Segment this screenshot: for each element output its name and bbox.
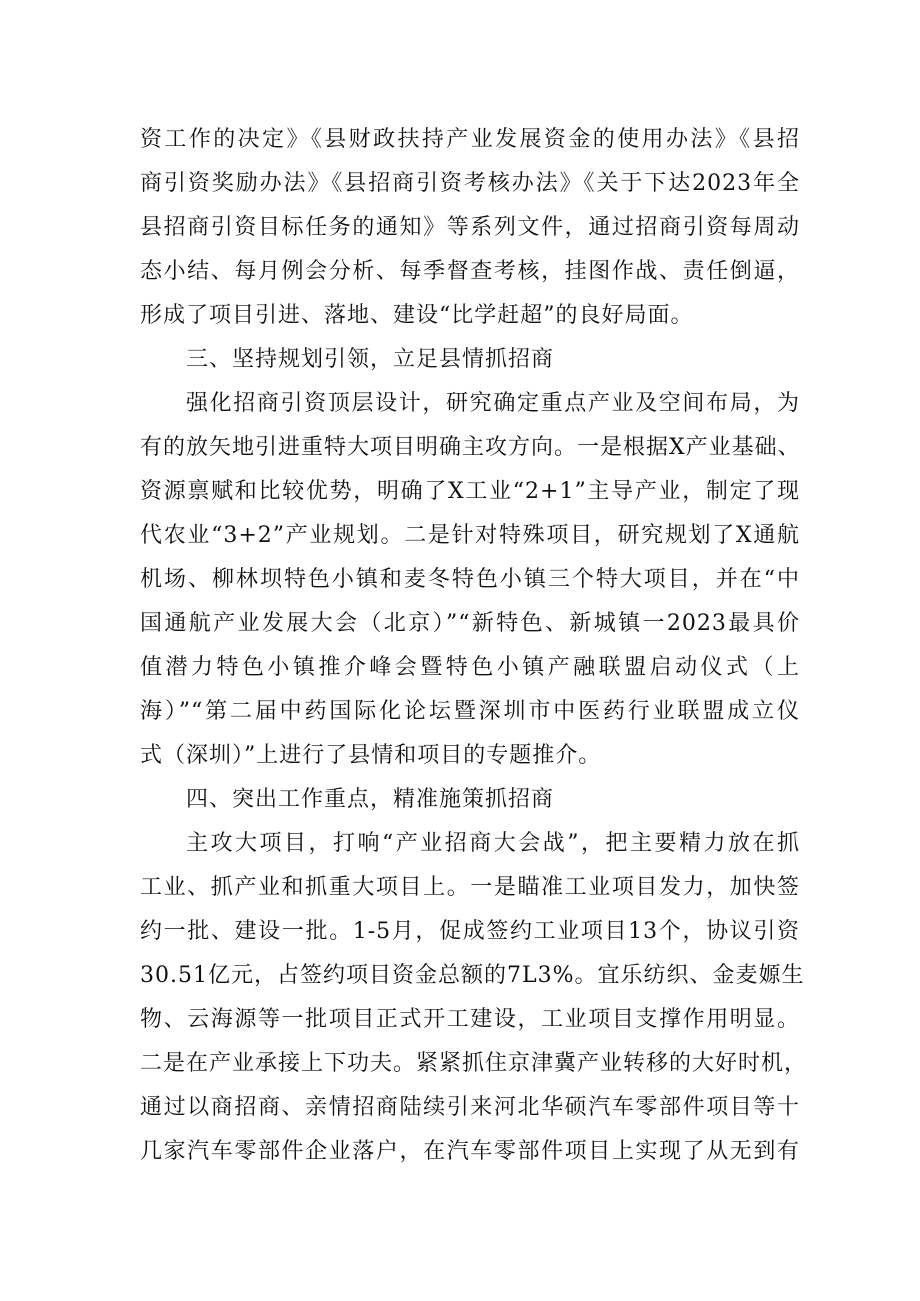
paragraph-line: 通过以商招商、亲情招商陆续引来河北华硕汽车零部件项目等十 [140,1095,800,1120]
paragraph-line: 机场、柳林坝特色小镇和麦冬特色小镇三个特大项目，并在“中 [140,567,800,592]
paragraph-line: 二是在产业承接上下功夫。紧紧抓住京津冀产业转移的大好时机， [140,1051,808,1076]
paragraph-line: 代农业“3+2”产业规划。二是针对特殊项目，研究规划了X通航 [140,523,800,548]
paragraph-line: 约一批、建设一批。1-5月，促成签约工业项目13个，协议引资 [140,919,800,944]
paragraph-line: 值潜力特色小镇推介峰会暨特色小镇产融联盟启动仪式（上 [140,655,800,680]
section-heading: 三、坚持规划引领，立足县情抓招商 [186,347,555,372]
paragraph-line: 有的放矢地引进重特大项目明确主攻方向。一是根据X产业基础、 [140,435,801,460]
section-heading: 四、突出工作重点，精准施策抓招商 [186,787,555,812]
paragraph-line: 县招商引资目标任务的通知》等系列文件，通过招商引资每周动 [140,215,800,240]
paragraph-line: 30.51亿元，占签约项目资金总额的7L3%。宜乐纺织、金麦嫄生 [140,963,805,988]
paragraph-line: 强化招商引资顶层设计，研究确定重点产业及空间布局，为 [186,391,800,416]
paragraph-line: 几家汽车零部件企业落户，在汽车零部件项目上实现了从无到有 [140,1139,800,1164]
paragraph-line: 资工作的决定》《县财政扶持产业发展资金的使用办法》《县招 [140,127,800,152]
paragraph-line: 国通航产业发展大会（北京）”“新特色、新城镇一2023最具价 [140,611,800,636]
paragraph-line: 工业、抓产业和抓重大项目上。一是瞄准工业项目发力，加快签 [140,875,800,900]
document-body [140,118,808,1174]
paragraph-line: 主攻大项目，打响“产业招商大会战”，把主要精力放在抓 [186,831,800,856]
paragraph-line: 形成了项目引进、落地、建设“比学赶超”的良好局面。 [140,303,694,328]
paragraph-line: 商引资奖励办法》《县招商引资考核办法》《关于下达2023年全 [140,171,800,196]
paragraph-line: 式（深圳）”上进行了县情和项目的专题推介。 [140,743,602,768]
paragraph-line: 资源禀赋和比较优势，明确了X工业“2+1”主导产业，制定了现 [140,479,800,504]
paragraph-line: 态小结、每月例会分析、每季督查考核，挂图作战、责任倒逼， [140,259,800,284]
paragraph-line: 物、云海源等一批项目正式开工建设，工业项目支撑作用明显。 [140,1007,800,1032]
paragraph-line: 海）”“第二届中药国际化论坛暨深圳市中医药行业联盟成立仪 [140,699,800,724]
